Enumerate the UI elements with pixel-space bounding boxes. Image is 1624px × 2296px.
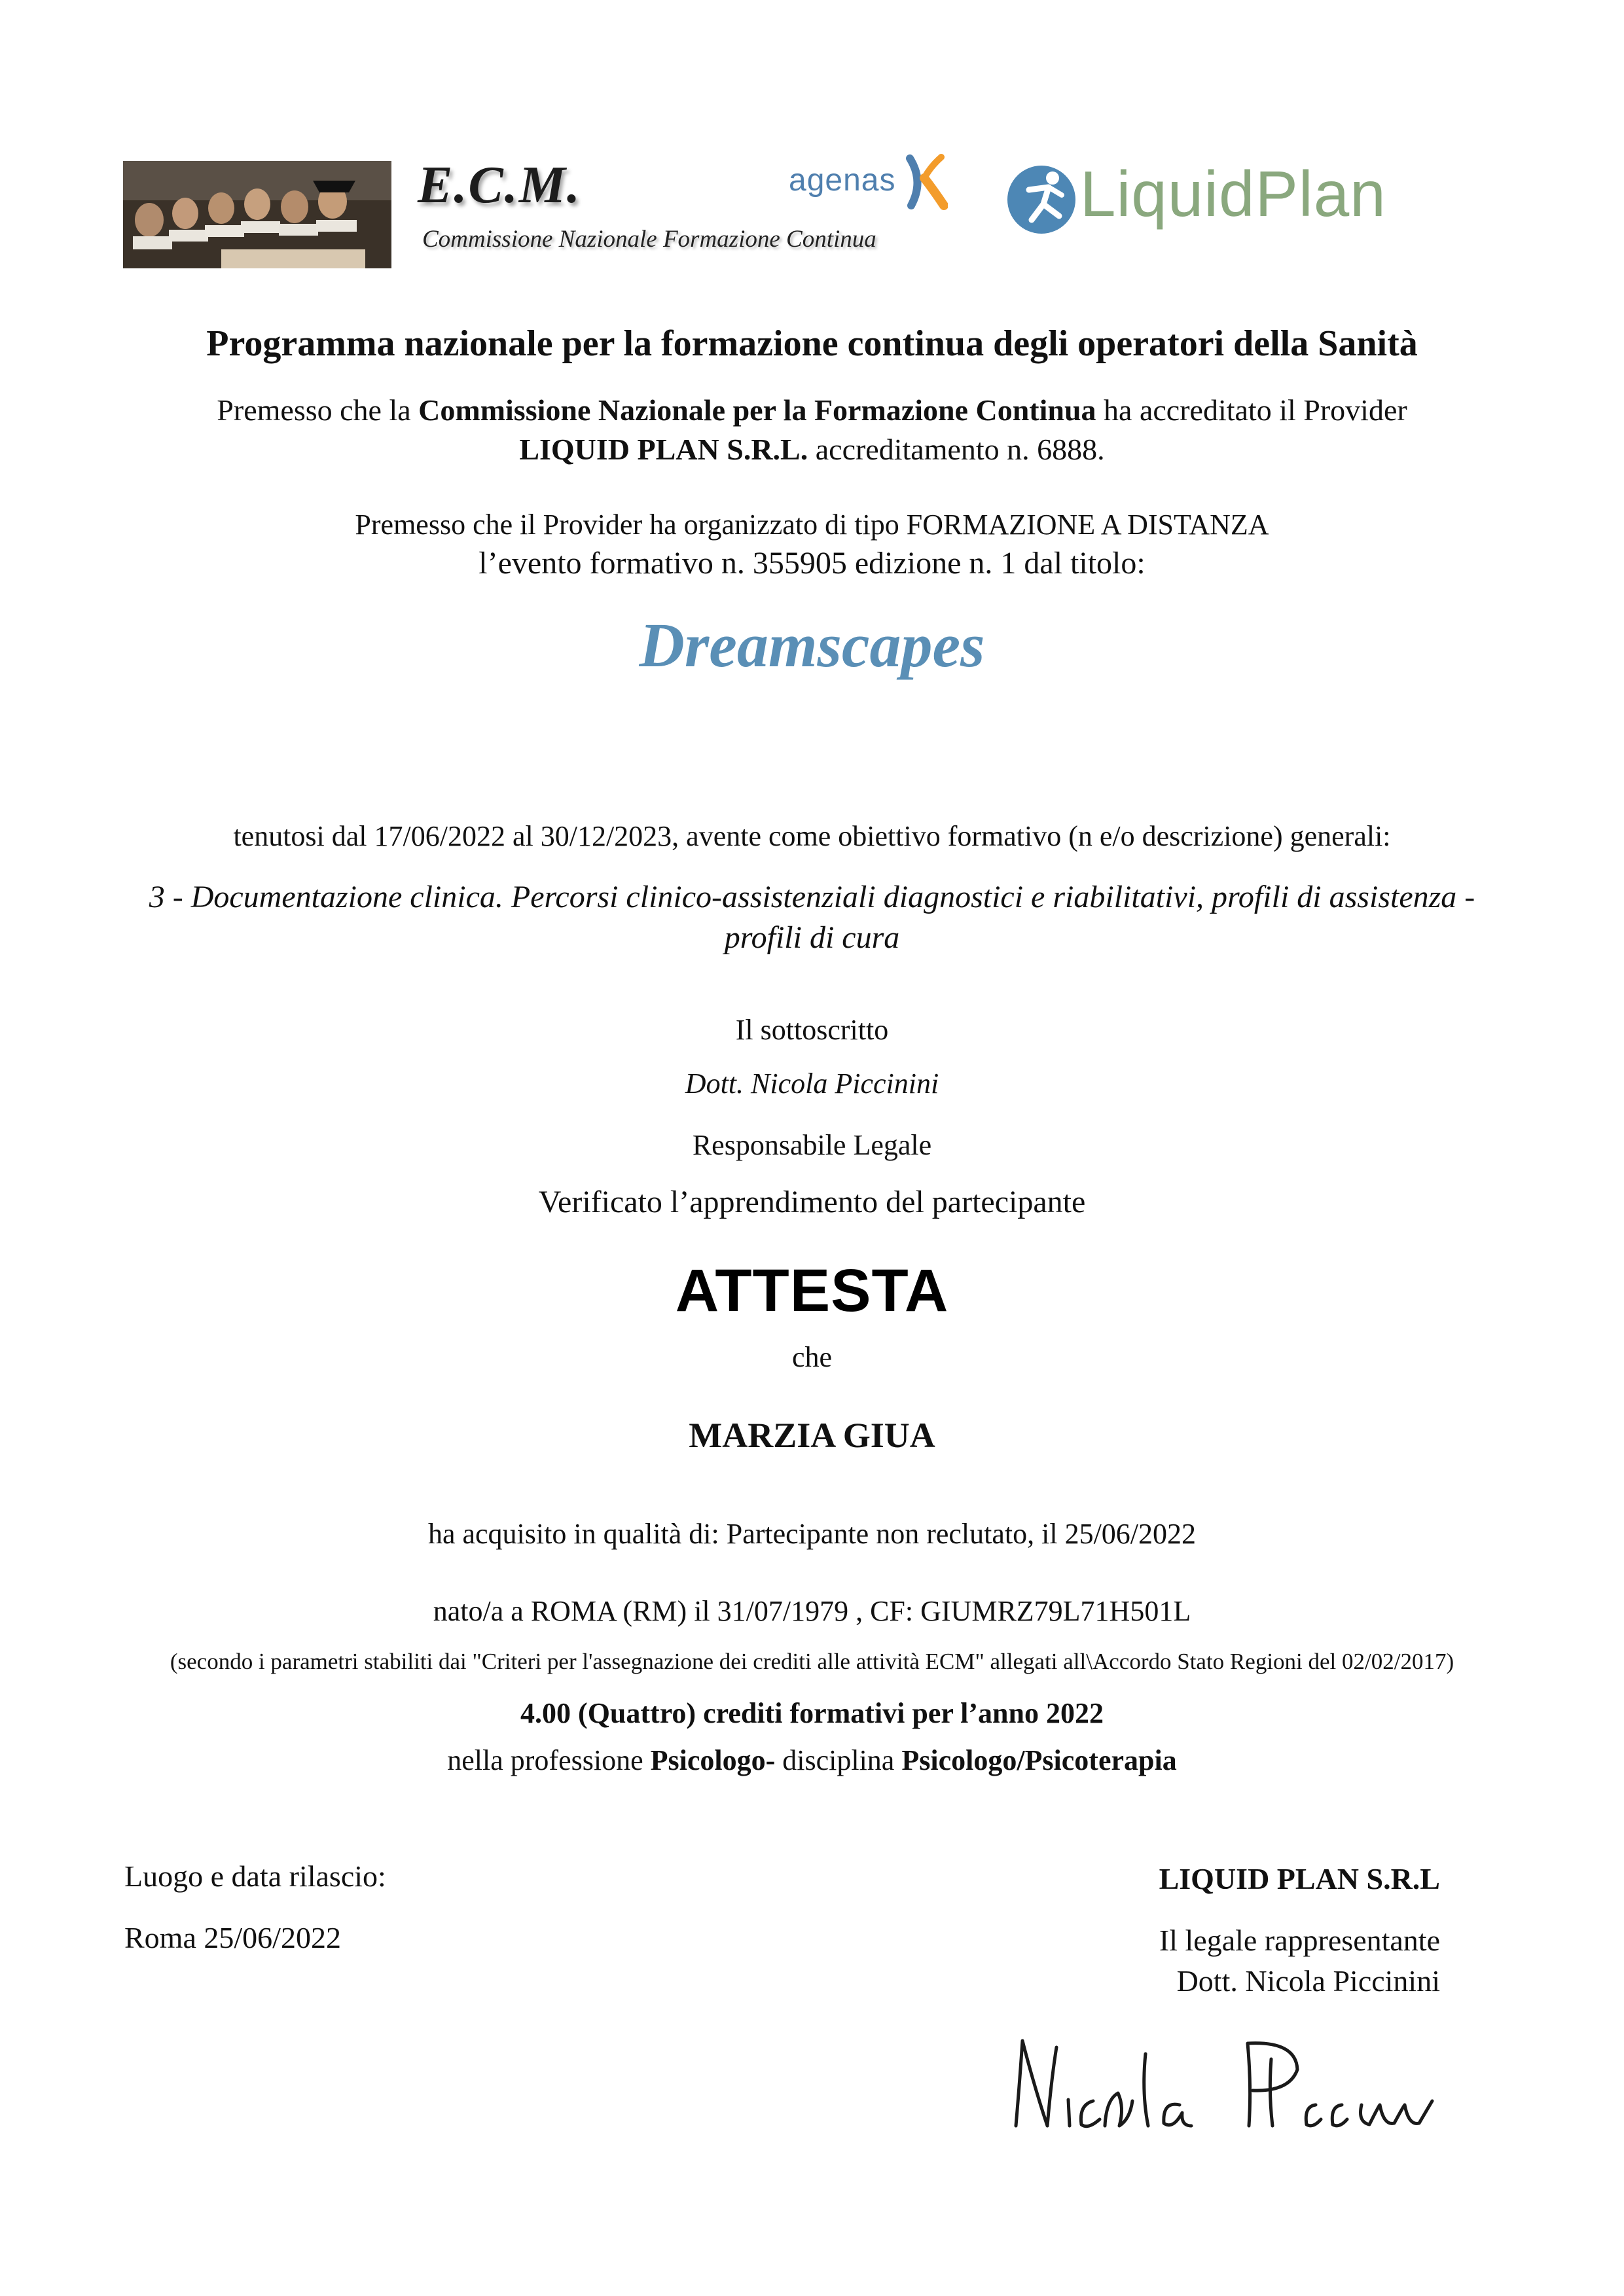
premise-post-text: ha accreditato il Provider	[1096, 393, 1407, 427]
commission-name: Commissione Nazionale per la Formazione Continua	[418, 393, 1096, 427]
liquidplan-logo-text: LiquidPlan	[1080, 158, 1386, 230]
attesta-heading: ATTESTA	[675, 1257, 949, 1324]
agenas-logo-text: agenas	[789, 163, 896, 198]
issue-place-label: Luogo e data rilascio:	[124, 1859, 386, 1893]
agenas-logo-icon	[905, 152, 948, 211]
premise-event-type: Premesso che il Provider ha organizzato di tipo FORMAZIONE A DISTANZA	[355, 509, 1269, 541]
premise-pre-text: Premesso che la	[217, 393, 419, 427]
handwritten-signature	[1008, 2028, 1440, 2159]
acquired-role-text: ha acquisito in qualità di: Partecipante non reclutato, il 25/06/2022	[427, 1518, 1197, 1550]
profession-name: Psicologo-	[650, 1744, 776, 1776]
anatomy-lesson-painting-image	[123, 161, 391, 268]
legal-rep-label: Il legale rappresentante	[1159, 1924, 1440, 1957]
parameters-note: (secondo i parametri stabiliti dai "Criteri per l'assegnazione dei crediti alle attività ECM" allegati all\Accordo Stato Regioni del 02/02/2017)	[170, 1649, 1454, 1674]
liquidplan-logo-icon	[1003, 161, 1080, 238]
ecm-logo-subtitle: Commissione Nazionale Formazione Continua	[422, 226, 876, 253]
signer-name: Dott. Nicola Piccinini	[685, 1067, 939, 1100]
program-title: Programma nazionale per la formazione continua degli operatori della Sanità	[206, 323, 1418, 364]
course-title: Dreamscapes	[639, 610, 985, 680]
premise-provider-line	[0, 429, 1624, 470]
legal-rep-name: Dott. Nicola Piccinini	[1176, 1964, 1440, 1998]
signer-label: Il sottoscritto	[735, 1014, 889, 1046]
discipline-name: Psicologo/Psicoterapia	[901, 1744, 1177, 1776]
issue-place-date: Roma 25/06/2022	[124, 1921, 341, 1954]
birth-details-text: nato/a a ROMA (RM) il 31/07/1979 , CF: GIUMRZ79L71H501L	[433, 1595, 1191, 1627]
profession-line	[0, 1741, 1624, 1780]
profession-pre-text: nella professione	[447, 1744, 651, 1776]
credits-text: 4.00 (Quattro) crediti formativi per l’anno 2022	[520, 1697, 1104, 1729]
premise-commission-line	[0, 390, 1624, 431]
ecm-logo-title: E.C.M.	[418, 156, 581, 214]
learning-verified-text: Verificato l’apprendimento del partecipante	[538, 1185, 1086, 1219]
participant-name: MARZIA GIUA	[689, 1416, 935, 1455]
event-period-text: tenutosi dal 17/06/2022 al 30/12/2023, avente come obiettivo formativo (n e/o descrizione) generali:	[233, 820, 1391, 852]
objective-line-2: profili di cura	[724, 920, 900, 955]
signer-role: Responsabile Legale	[692, 1129, 932, 1161]
objective-line-1: 3 - Documentazione clinica. Percorsi clinico-assistenziali diagnostici e riabilitativi, profili di assistenza -	[149, 880, 1475, 914]
provider-name: LIQUID PLAN S.R.L.	[519, 433, 808, 466]
company-name: LIQUID PLAN S.R.L	[1159, 1862, 1440, 1895]
signatory-block	[1159, 1859, 1440, 2001]
che-text: che	[791, 1341, 833, 1373]
premise-event-number: l’evento formativo n. 355905 edizione n. 1 dal titolo:	[478, 546, 1146, 581]
accreditation-number: accreditamento n. 6888.	[808, 433, 1105, 466]
discipline-label: disciplina	[775, 1744, 902, 1776]
